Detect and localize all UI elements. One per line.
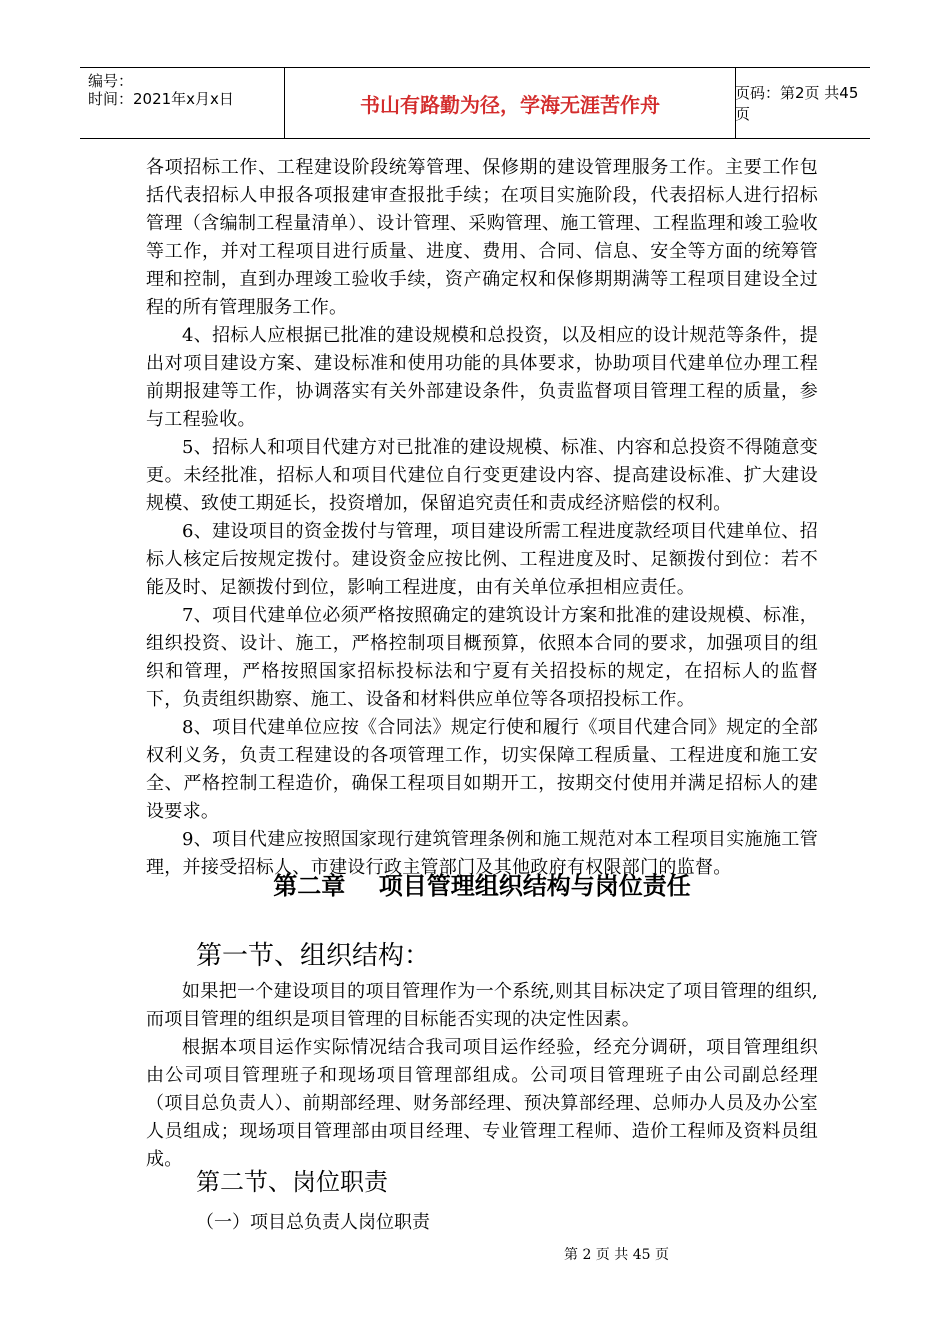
paragraph: 7、项目代建单位必须严格按照确定的建筑设计方案和批准的建设规模、标准，组织投资、设计、施工，严格控制项目概预算，依照本合同的要求，加强项目的组织和管理，严格按照国家招标投标法和宁夏有关招投标的规定，在招标人的监督下，负责组织勘察、施工、设备和材料供应单位等各项招投标工作。 (146, 605, 818, 710)
header-page-info: 页码：第2页 共45页 (735, 84, 859, 123)
body-text (146, 154, 818, 882)
paragraph: 4、招标人应根据已批准的建设规模和总投资，以及相应的设计规范等条件，提出对项目建设方案、建设标准和使用功能的具体要求，协助项目代建单位办理工程前期报建等工作，协调落实有关外部建设条件，负责监督项目管理工程的质量，参与工程验收。 (146, 325, 818, 430)
section-title: 第一节、组织结构： (196, 941, 431, 971)
paragraph: 9、项目代建应按照国家现行建筑管理条例和施工规范对本工程项目实施施工管理，并接受招标人、市建设行政主管部门及其他政府有权限部门的监督。 (146, 829, 818, 878)
section-title: 第二节、岗位职责 (196, 1168, 388, 1196)
paragraph: 5、招标人和项目代建方对已批准的建设规模、标准、内容和总投资不得随意变更。未经批准，招标人和项目代建位自行变更建设内容、提高建设标准、扩大建设规模、致使工期延长，投资增加，保留追究责任和责成经济赔偿的权利。 (146, 437, 818, 514)
paragraph: 6、建设项目的资金拨付与管理，项目建设所需工程进度款经项目代建单位、招标人核定后按规定拨付。建设资金应按比例、工程进度及时、足额拨付到位：若不能及时、足额拨付到位，影响工程进度，由有关单位承担相应责任。 (146, 521, 818, 598)
page-footer: 第 2 页 共 45 页 (564, 1247, 669, 1263)
header-motto: 书山有路勤为径，学海无涯苦作舟 (284, 68, 736, 138)
subsection-title: （一）项目总负责人岗位职责 (196, 1212, 430, 1233)
chapter-title: 第二章 项目管理组织结构与岗位责任 (273, 872, 691, 900)
paragraph: 各项招标工作、工程建设阶段统筹管理、保修期的建设管理服务工作。主要工作包括代表招标人申报各项报建审查报批手续；在项目实施阶段，代表招标人进行招标管理（含编制工程量清单）、设计管理、采购管理、施工管理、工程监理和竣工验收等工作，并对工程项目进行质量、进度、费用、合同、信息、安全等方面的统筹管理和控制，直到办理竣工验收手续，资产确定权和保修期期满等工程项目建设全过程的所有管理服务工作。 (146, 157, 818, 318)
section-body (146, 978, 818, 1174)
header-meta (88, 72, 284, 108)
paragraph: 如果把一个建设项目的项目管理作为一个系统,则其目标决定了项目管理的组织,而项目管理的组织是项目管理的目标能否实现的决定性因素。 (146, 981, 818, 1030)
time-label: 时间：2021年x月x日 (88, 90, 234, 108)
page-header (80, 67, 870, 139)
number-label: 编号： (88, 72, 134, 90)
paragraph: 根据本项目运作实际情况结合我司项目运作经验，经充分调研，项目管理组织由公司项目管理班子和现场项目管理部组成。公司项目管理班子由公司副总经理（项目总负责人）、前期部经理、财务部经理、预决算部经理、总师办人员及办公室人员组成；现场项目管理部由项目经理、专业管理工程师、造价工程师及资料员组成。 (146, 1037, 818, 1170)
paragraph: 8、项目代建单位应按《合同法》规定行使和履行《项目代建合同》规定的全部权利义务，负责工程建设的各项管理工作，切实保障工程质量、工程进度和施工安全、严格控制工程造价，确保工程项目如期开工，按期交付使用并满足招标人的建设要求。 (146, 717, 818, 822)
